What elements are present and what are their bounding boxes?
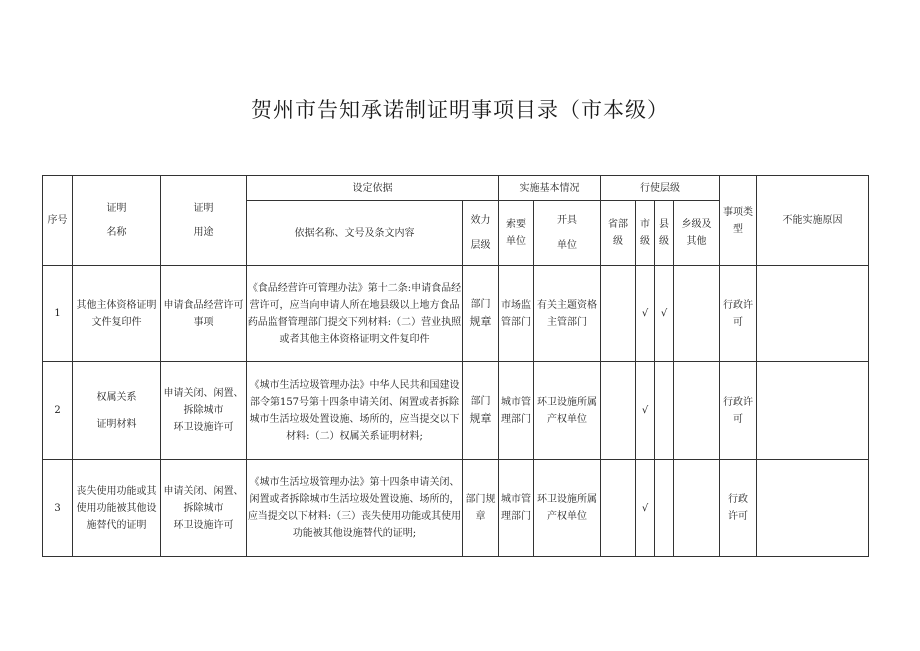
header-basis-group: 设定依据 bbox=[247, 176, 499, 201]
row-item-type: 行政许可 bbox=[720, 362, 757, 460]
table-row bbox=[43, 460, 869, 557]
row-town-mark bbox=[674, 266, 720, 362]
row-item-type-line2: 许可 bbox=[728, 511, 748, 522]
header-prov-line1: 省部 bbox=[608, 219, 628, 230]
row-city-mark: √ bbox=[636, 362, 655, 460]
row-effect-level bbox=[463, 362, 499, 460]
row-reason bbox=[757, 362, 869, 460]
header-cert-name-line1: 证明 bbox=[106, 203, 127, 214]
row-effect-level: 部门规章 bbox=[463, 460, 499, 557]
row-provincial-mark bbox=[601, 266, 636, 362]
row-cert-name: 丧失使用功能或其使用功能被其他设施替代的证明 bbox=[73, 460, 161, 557]
row-cert-name bbox=[73, 362, 161, 460]
row-item-type bbox=[720, 460, 757, 557]
page-title: 贺州市告知承诺制证明事项目录（市本级） bbox=[251, 98, 669, 122]
header-issue-unit bbox=[534, 201, 601, 266]
row-effect-line1: 部门 bbox=[470, 298, 491, 310]
header-effect-line1: 效力 bbox=[470, 215, 491, 226]
row-seq: 2 bbox=[43, 362, 73, 460]
header-county-line1: 县 bbox=[659, 219, 669, 230]
header-basis-content: 依据名称、文号及条文内容 bbox=[247, 201, 463, 266]
header-impl-group: 实施基本情况 bbox=[499, 176, 601, 201]
row-provincial-mark bbox=[601, 460, 636, 557]
table-row bbox=[43, 266, 869, 362]
row-item-type-line1: 行政 bbox=[728, 494, 748, 505]
row-request-unit: 市场监管部门 bbox=[499, 266, 534, 362]
row-provincial-mark bbox=[601, 362, 636, 460]
row-issue-unit: 环卫设施所属产权单位 bbox=[534, 460, 601, 557]
header-reason: 不能实施原因 bbox=[757, 176, 869, 266]
row-cert-name-line1: 权属关系 bbox=[96, 391, 137, 403]
row-city-mark: √ bbox=[636, 266, 655, 362]
header-item-type-line1: 事项类 bbox=[723, 206, 753, 218]
row-basis: 《食品经营许可管理办法》第十二条:申请食品经营许可，应当向申请人所在地县级以上地方食品药品监督管理部门提交下列材料:（二）营业执照或者其他主体资格证明文件复印件 bbox=[247, 266, 463, 362]
header-effect-level bbox=[463, 201, 499, 266]
header-city-line1: 市 bbox=[640, 219, 650, 230]
row-item-type: 行政许可 bbox=[720, 266, 757, 362]
row-cert-use-line2: 环卫设施许可 bbox=[173, 422, 234, 433]
row-effect-line2: 规章 bbox=[469, 314, 492, 328]
row-reason bbox=[757, 266, 869, 362]
row-reason bbox=[757, 460, 869, 557]
row-county-mark: √ bbox=[655, 266, 674, 362]
header-issue-line2: 单位 bbox=[557, 240, 577, 251]
header-county-line2: 级 bbox=[659, 236, 669, 247]
row-seq: 1 bbox=[43, 266, 73, 362]
row-cert-use-line1: 申请关闭、闲置、拆除城市 bbox=[163, 388, 244, 416]
row-county-mark bbox=[655, 362, 674, 460]
header-item-type bbox=[720, 176, 757, 266]
table-row bbox=[43, 362, 869, 460]
header-request-line1: 索要 bbox=[506, 219, 526, 230]
row-cert-name-line2: 证明材料 bbox=[96, 418, 137, 430]
header-request-line2: 单位 bbox=[506, 236, 526, 247]
row-cert-use bbox=[161, 460, 247, 557]
row-seq: 3 bbox=[43, 460, 73, 557]
row-cert-use-line2: 环卫设施许可 bbox=[173, 519, 234, 531]
header-seq: 序号 bbox=[43, 176, 73, 266]
header-cert-use-line1: 证明 bbox=[193, 203, 214, 214]
header-level-group: 行使层级 bbox=[601, 176, 720, 201]
header-town-line2: 其他 bbox=[686, 236, 707, 247]
certificate-table bbox=[42, 175, 869, 557]
row-city-mark: √ bbox=[636, 460, 655, 557]
row-town-mark bbox=[674, 362, 720, 460]
header-prov-line2: 级 bbox=[613, 236, 623, 247]
row-cert-name: 其他主体资格证明文件复印件 bbox=[73, 266, 161, 362]
header-cert-name bbox=[73, 176, 161, 266]
row-basis: 《城市生活垃圾管理办法》中华人民共和国建设部令第157号第十四条申请关闭、闲置或者拆除城市生活垃圾处置设施、场所的，应当提交以下材料:（二）权属关系证明材料; bbox=[247, 362, 463, 460]
row-issue-unit: 有关主题资格主管部门 bbox=[534, 266, 601, 362]
header-city-line2: 级 bbox=[640, 236, 650, 247]
header-cert-use-line2: 用途 bbox=[193, 227, 214, 238]
header-cert-name-line2: 名称 bbox=[106, 227, 127, 238]
header-row-1 bbox=[43, 176, 869, 201]
header-town-line1: 乡级及 bbox=[681, 219, 712, 230]
row-request-unit: 城市管理部门 bbox=[499, 460, 534, 557]
header-cert-use bbox=[161, 176, 247, 266]
row-cert-use-line1: 申请关闭、闲置、拆除城市 bbox=[163, 485, 244, 514]
row-county-mark bbox=[655, 460, 674, 557]
row-effect-level bbox=[463, 266, 499, 362]
row-town-mark bbox=[674, 460, 720, 557]
header-county bbox=[655, 201, 674, 266]
header-request-unit bbox=[499, 201, 534, 266]
header-city bbox=[636, 201, 655, 266]
row-request-unit: 城市管理部门 bbox=[499, 362, 534, 460]
header-provincial bbox=[601, 201, 636, 266]
header-item-type-line2: 型 bbox=[733, 223, 743, 235]
row-cert-use: 申请食品经营许可事项 bbox=[161, 266, 247, 362]
header-issue-line1: 开具 bbox=[557, 215, 577, 226]
row-effect-line1: 部门 bbox=[470, 395, 491, 407]
row-basis: 《城市生活垃圾管理办法》第十四条申请关闭、闲置或者拆除城市生活垃圾处置设施、场所的，应当提交以下材料:（三）丧失使用功能或其使用功能被其他设施替代的证明; bbox=[247, 460, 463, 557]
header-town bbox=[674, 201, 720, 266]
row-cert-use bbox=[161, 362, 247, 460]
row-effect-line2: 规章 bbox=[469, 411, 492, 425]
row-issue-unit: 环卫设施所属产权单位 bbox=[534, 362, 601, 460]
header-effect-line2: 层级 bbox=[470, 240, 491, 251]
